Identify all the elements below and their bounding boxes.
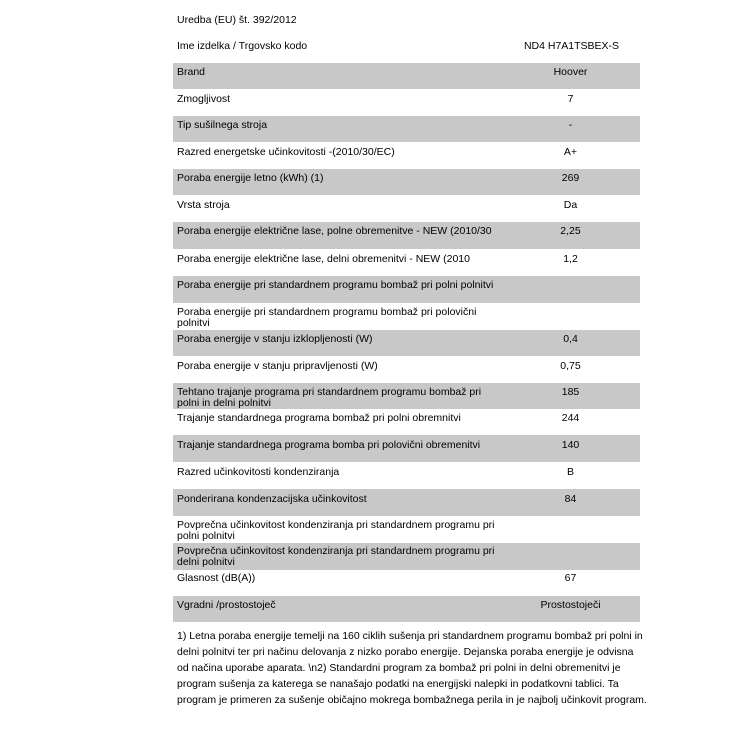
table-row xyxy=(173,596,640,622)
row-label: Trajanje standardnega programa bomba pri polovični obremenitvi xyxy=(177,439,481,451)
row-value: 67 xyxy=(564,572,577,584)
product-name-row xyxy=(173,40,640,56)
row-value: Da xyxy=(563,199,578,211)
table-row xyxy=(173,435,640,462)
row-value: 7 xyxy=(567,93,574,105)
table-row xyxy=(173,543,640,570)
row-value: 140 xyxy=(561,439,580,451)
table-row xyxy=(173,142,640,169)
row-label: Razred energetske učinkovitosti -(2010/30/EC) xyxy=(177,146,395,158)
row-value: Hoover xyxy=(553,66,588,78)
row-label: Vrsta stroja xyxy=(177,199,230,211)
regulation-title: Uredba (EU) št. 392/2012 xyxy=(177,14,297,26)
table-row xyxy=(173,276,640,303)
row-label: Poraba energije v stanju izklopljenosti (W) xyxy=(177,333,373,345)
row-value: 269 xyxy=(561,172,580,184)
row-label: Zmogljivost xyxy=(177,93,231,105)
row-value: 2,25 xyxy=(560,225,581,237)
table-row xyxy=(173,116,640,142)
table-row xyxy=(173,409,640,435)
table-row xyxy=(173,330,640,356)
row-value: 0,4 xyxy=(563,333,578,345)
row-value: 84 xyxy=(564,493,577,505)
table-row xyxy=(173,195,640,222)
row-label: Povprečna učinkovitost kondenziranja pri standardnem programu pri polni polnitvi xyxy=(177,519,495,542)
table-row xyxy=(173,249,640,276)
row-value: A+ xyxy=(563,146,578,158)
row-value: 244 xyxy=(561,412,580,424)
table-row xyxy=(173,383,640,409)
row-label: Ime izdelka / Trgovsko kodo xyxy=(177,40,308,52)
row-label: Poraba energije električne lase, delni obremenitvi - NEW (2010 xyxy=(177,253,470,265)
row-label: Brand xyxy=(177,66,206,78)
row-label: Glasnost (dB(A)) xyxy=(177,572,256,584)
row-label: Poraba energije pri standardnem programu bombaž pri polni polnitvi xyxy=(177,279,494,291)
row-value: 185 xyxy=(561,386,580,398)
row-value: 0,75 xyxy=(560,360,581,372)
table-row xyxy=(173,356,640,383)
row-label: Ponderirana kondenzacijska učinkovitost xyxy=(177,493,367,505)
row-label: Trajanje standardnega programa bombaž pri polni obremnitvi xyxy=(177,412,461,424)
table-row xyxy=(173,303,640,330)
table-row xyxy=(173,462,640,489)
table-row xyxy=(173,222,640,249)
row-value: B xyxy=(566,466,574,478)
row-label: Vgradni /prostostoječ xyxy=(177,599,276,611)
row-label: Poraba energije letno (kWh) (1) xyxy=(177,172,324,184)
table-row xyxy=(173,516,640,543)
row-label: Poraba energije v stanju pripravljenosti (W) xyxy=(177,360,378,372)
row-label: Poraba energije pri standardnem programu bombaž pri polovični polnitvi xyxy=(177,306,477,329)
table-row xyxy=(173,489,640,516)
row-label: Razred učinkovitosti kondenziranja xyxy=(177,466,340,478)
row-value: - xyxy=(568,119,573,131)
table-row xyxy=(173,89,640,116)
row-value: 1,2 xyxy=(563,253,578,265)
row-label: Tip sušilnega stroja xyxy=(177,119,268,131)
row-label: Poraba energije električne lase, polne obremenitve - NEW (2010/30 xyxy=(177,225,492,237)
row-label: Povprečna učinkovitost kondenziranja pri standardnem programu pri delni polnitvi xyxy=(177,545,495,568)
row-label: Tehtano trajanje programa pri standardnem programu bombaž pri polni in delni polnitvi xyxy=(177,386,482,409)
table-row xyxy=(173,570,640,596)
row-value: Prostostoječi xyxy=(540,599,601,611)
footnote: 1) Letna poraba energije temelji na 160 ciklih sušenja pri standardnem programu bombaž pri polni in delni polnitvi ter pri načinu delovanja z nizko porabo energije. Dejanska poraba energije je odvisna od načina uporabe aparata. \n2) Standardni program za bombaž pri polni in delni obremenitvi je program sušenja za katerega se nanašajo podatki na energijski nalepki in podatkovni tablici. Ta program je primeren za sušenje običajno mokrega bombažnega perila in je najbolj učinkovit program. xyxy=(177,630,647,706)
table-row xyxy=(173,169,640,195)
table-row xyxy=(173,63,640,89)
row-value: ND4 H7A1TSBEX-S xyxy=(523,40,620,52)
